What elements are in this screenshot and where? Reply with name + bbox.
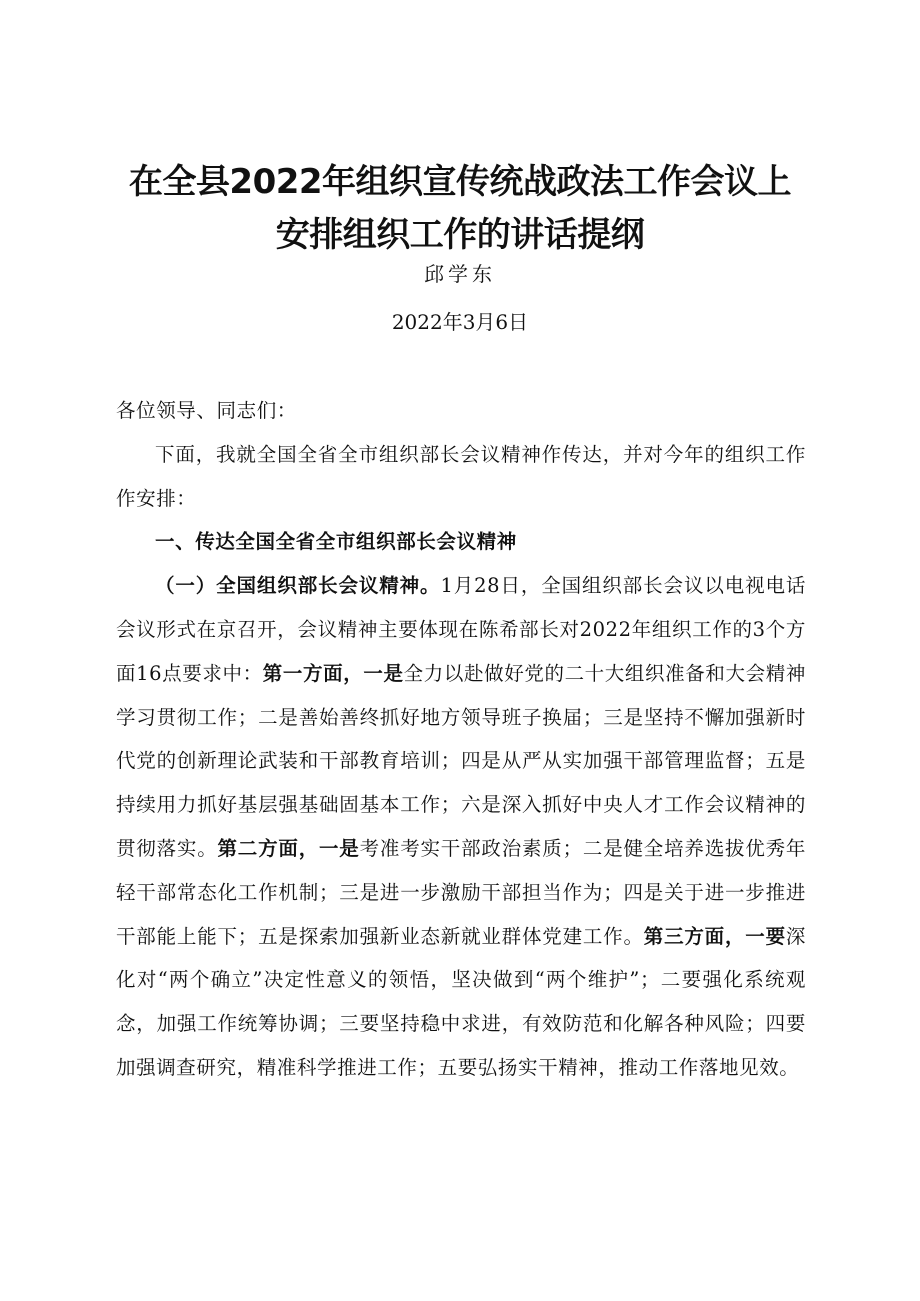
paragraph-text-2: 全力以赴做好党的二十大组织准备和大会精神学习贯彻工作；二是善始善终抓好地方领导班子换届；三是坚持不懈加强新时代党的创新理论武装和干部教育培训；四是从严从实加强干部管理监督；五是持续用力抓好基层强基础固基本工作；六是深入抓好中央人才工作会议精神的贯彻落实。 [116, 661, 806, 860]
aspect-1-label: 第一方面， [262, 661, 364, 685]
aspect-2-label: 第二方面， [217, 836, 319, 860]
salutation: 各位领导、同志们： [116, 399, 297, 422]
document-date: 2022年3月6日 [391, 310, 529, 334]
document-body [116, 389, 806, 1090]
title-line-1: 在全县2022年组织宣传统战政法工作会议上 [128, 162, 792, 202]
title-line-2: 安排组织工作的讲话提纲 [275, 215, 645, 255]
document-title [100, 156, 820, 262]
aspect-1-first: 一是 [363, 661, 404, 685]
paragraph-text-1: 1月28日，全国组织部长会议以电视电话会议形式在京召开，会议精神主要体现在陈希部长对2022年组织工作的3个方面16点要求中： [116, 574, 806, 685]
aspect-2-first: 一是 [319, 836, 360, 860]
paragraph-lead: （一）全国组织部长会议精神。 [155, 574, 441, 598]
aspect-3-label: 第三方面， [643, 924, 746, 948]
intro-paragraph: 下面，我就全国全省全市组织部长会议精神作传达，并对今年的组织工作作安排： [116, 442, 806, 510]
paragraph-national-meeting [116, 564, 806, 1090]
aspect-3-first: 一要 [745, 924, 786, 948]
paragraph-text-3: 考准考实干部政治素质；二是健全培养选拔优秀年轻干部常态化工作机制；三是进一步激励干部担当作为；四是关于进一步推进干部能上能下；五是探索加强新业态新就业群体党建工作。 [116, 836, 806, 948]
section-heading-1: 一、传达全国全省全市组织部长会议精神 [155, 530, 517, 554]
author-name: 邱学东 [424, 262, 496, 286]
paragraph-text-4: 深化对“两个确立”决定性意义的领悟，坚决做到“两个维护”；二要强化系统观念，加强工作统筹协调；三要坚持稳中求进，有效防范和化解各种风险；四要加强调查研究，精准科学推进工作；五要弘扬实干精神，推动工作落地见效。 [116, 924, 806, 1079]
